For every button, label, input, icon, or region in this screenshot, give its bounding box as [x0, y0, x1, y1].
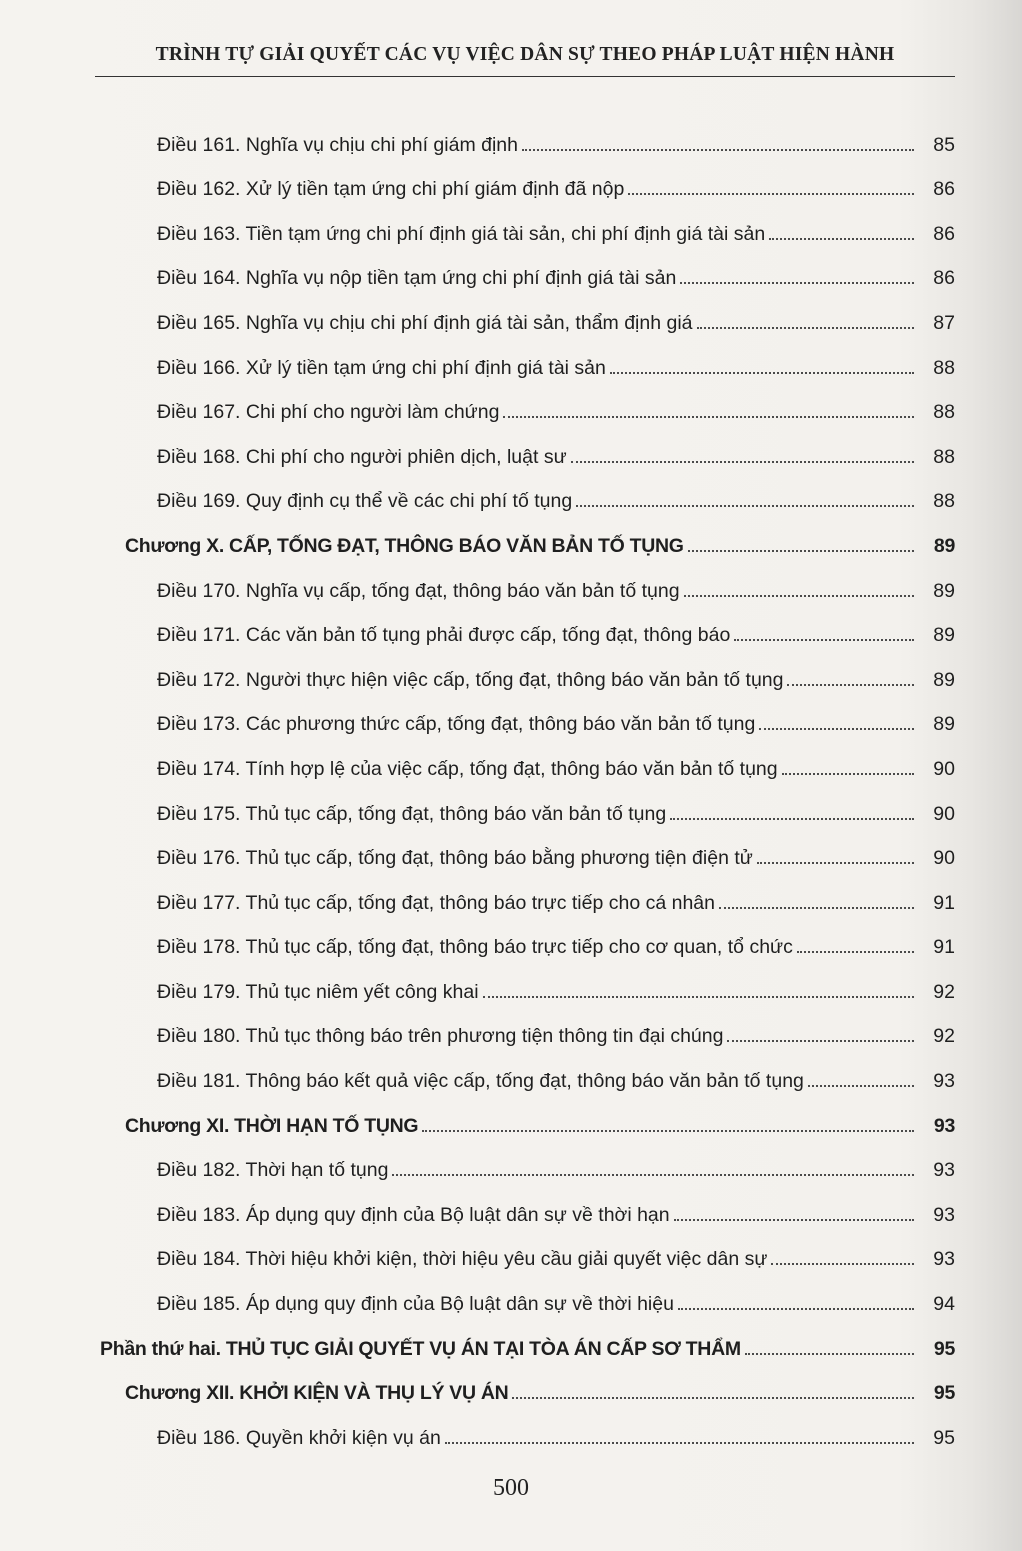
- toc-entry-article: [0, 1227, 1022, 1272]
- toc-entry-title: Điều 167. Chi phí cho người làm chứng: [157, 401, 500, 424]
- toc-entry-page: 95: [933, 1337, 955, 1360]
- toc-entry-title: Điều 174. Tính hợp lệ của việc cấp, tống đạt, thông báo văn bản tố tụng: [157, 757, 778, 780]
- dot-leader-area: [688, 526, 920, 558]
- dot-leader: [769, 214, 914, 240]
- toc-entry-article: [0, 647, 1022, 692]
- dot-leader-area: [512, 1373, 920, 1405]
- toc-entry-page: 89: [933, 579, 955, 602]
- dot-leader: [808, 1061, 914, 1087]
- dot-leader: [782, 749, 914, 775]
- toc-entry-title: Điều 166. Xử lý tiền tạm ứng chi phí định giá tài sản: [157, 356, 606, 379]
- header-rule: [95, 76, 955, 77]
- dot-leader: [771, 1239, 914, 1265]
- toc-entry-page: 85: [933, 133, 955, 156]
- dot-leader: [727, 1016, 914, 1042]
- toc-entry-title: Điều 169. Quy định cụ thể về các chi phí tố tụng: [157, 490, 573, 513]
- toc-entry-article: [0, 335, 1022, 380]
- toc-entry-page: 92: [933, 980, 955, 1003]
- toc-entry-chapter: [0, 1093, 1022, 1138]
- dot-leader: [719, 883, 914, 909]
- dot-leader-area: [797, 927, 920, 959]
- toc-entry-page: 87: [933, 311, 955, 334]
- toc-entry-page: 86: [933, 267, 955, 290]
- dot-leader-area: [745, 1329, 920, 1361]
- toc-entry-article: [0, 246, 1022, 291]
- toc-entry-title: Chương X. CẤP, TỐNG ĐẠT, THÔNG BÁO VĂN BẢN TỐ TỤNG: [125, 534, 684, 557]
- dot-leader-area: [522, 125, 920, 157]
- toc-entry-title: Điều 173. Các phương thức cấp, tống đạt, thông báo văn bản tố tụng: [157, 713, 756, 736]
- toc-entry-title: Điều 179. Thủ tục niêm yết công khai: [157, 980, 479, 1003]
- dot-leader: [678, 1284, 914, 1310]
- dot-leader: [688, 526, 914, 552]
- dot-leader: [670, 794, 914, 820]
- dot-leader-area: [727, 1016, 920, 1048]
- toc-entry-article: [0, 290, 1022, 335]
- toc-entry-title: Điều 164. Nghĩa vụ nộp tiền tạm ứng chi phí định giá tài sản: [157, 267, 677, 290]
- dot-leader-area: [769, 214, 920, 246]
- toc-entry-article: [0, 1271, 1022, 1316]
- toc-entry-title: Chương XII. KHỞI KIỆN VÀ THỤ LÝ VỤ ÁN: [125, 1382, 509, 1405]
- toc-entry-page: 93: [933, 1248, 955, 1271]
- toc-entry-article: [0, 959, 1022, 1004]
- dot-leader: [787, 660, 914, 686]
- toc-entry-article: [0, 870, 1022, 915]
- toc-entry-page: 93: [933, 1070, 955, 1093]
- toc-entry-article: [0, 692, 1022, 737]
- toc-entry-page: 90: [933, 802, 955, 825]
- dot-leader-area: [697, 303, 920, 335]
- dot-leader-area: [445, 1418, 920, 1450]
- toc-entry-title: Điều 185. Áp dụng quy định của Bộ luật dân sự về thời hiệu: [157, 1293, 674, 1316]
- toc-entry-title: Điều 165. Nghĩa vụ chịu chi phí định giá tài sản, thẩm định giá: [157, 311, 693, 334]
- toc-entry-article: [0, 112, 1022, 157]
- toc-entry-page: 89: [933, 668, 955, 691]
- toc-entry-page: 89: [933, 713, 955, 736]
- dot-leader-area: [678, 1284, 920, 1316]
- toc-entry-page: 91: [933, 936, 955, 959]
- dot-leader: [512, 1373, 914, 1399]
- dot-leader-area: [628, 169, 920, 201]
- dot-leader-area: [808, 1061, 920, 1093]
- dot-leader: [576, 481, 914, 507]
- dot-leader: [684, 571, 914, 597]
- dot-leader-area: [757, 838, 920, 870]
- dot-leader-area: [571, 437, 920, 469]
- toc-entry-article: [0, 1048, 1022, 1093]
- table-of-contents: [0, 112, 1022, 1450]
- dot-leader: [674, 1195, 914, 1221]
- toc-entry-page: 89: [933, 534, 955, 557]
- toc-entry-page: 91: [933, 891, 955, 914]
- toc-entry-page: 95: [933, 1426, 955, 1449]
- toc-entry-page: 90: [933, 847, 955, 870]
- toc-entry-article: [0, 603, 1022, 648]
- toc-entry-page: 94: [933, 1293, 955, 1316]
- toc-entry-chapter: [0, 513, 1022, 558]
- toc-entry-part: [0, 1316, 1022, 1361]
- toc-entry-page: 88: [933, 401, 955, 424]
- toc-entry-article: [0, 201, 1022, 246]
- toc-entry-title: Điều 172. Người thực hiện việc cấp, tống đạt, thông báo văn bản tố tụng: [157, 668, 784, 691]
- toc-entry-title: Điều 168. Chi phí cho người phiên dịch, luật sư: [157, 445, 567, 468]
- running-head: TRÌNH TỰ GIẢI QUYẾT CÁC VỤ VIỆC DÂN SỰ THEO PHÁP LUẬT HIỆN HÀNH: [155, 44, 895, 65]
- toc-entry-page: 88: [933, 445, 955, 468]
- toc-entry-article: [0, 1405, 1022, 1450]
- toc-entry-page: 88: [933, 490, 955, 513]
- dot-leader: [680, 258, 914, 284]
- dot-leader: [483, 972, 914, 998]
- toc-entry-page: 95: [933, 1382, 955, 1405]
- dot-leader: [571, 437, 914, 463]
- toc-entry-title: Điều 180. Thủ tục thông báo trên phương tiện thông tin đại chúng: [157, 1025, 724, 1048]
- toc-entry-title: Điều 182. Thời hạn tố tụng: [157, 1159, 389, 1182]
- toc-entry-title: Phần thứ hai. THỦ TỤC GIẢI QUYẾT VỤ ÁN TẠI TÒA ÁN CẤP SƠ THẨM: [100, 1337, 741, 1360]
- dot-leader-area: [680, 258, 920, 290]
- toc-entry-page: 88: [933, 356, 955, 379]
- toc-entry-title: Điều 177. Thủ tục cấp, tống đạt, thông báo trực tiếp cho cá nhân: [157, 891, 715, 914]
- toc-entry-page: 93: [933, 1114, 955, 1137]
- dot-leader: [759, 704, 914, 730]
- toc-entry-title: Điều 181. Thông báo kết quả việc cấp, tống đạt, thông báo văn bản tố tụng: [157, 1070, 804, 1093]
- dot-leader-area: [771, 1239, 920, 1271]
- dot-leader: [610, 348, 914, 374]
- dot-leader-area: [610, 348, 920, 380]
- toc-entry-article: [0, 1004, 1022, 1049]
- dot-leader-area: [674, 1195, 920, 1227]
- toc-entry-article: [0, 469, 1022, 514]
- dot-leader-area: [787, 660, 920, 692]
- toc-entry-article: [0, 1182, 1022, 1227]
- dot-leader: [797, 927, 914, 953]
- dot-leader-area: [684, 571, 920, 603]
- toc-entry-page: 89: [933, 624, 955, 647]
- dot-leader-area: [719, 883, 920, 915]
- toc-entry-title: Điều 162. Xử lý tiền tạm ứng chi phí giám định đã nộp: [157, 178, 625, 201]
- toc-entry-title: Điều 183. Áp dụng quy định của Bộ luật dân sự về thời hạn: [157, 1203, 670, 1226]
- dot-leader-area: [576, 481, 920, 513]
- toc-entry-title: Điều 176. Thủ tục cấp, tống đạt, thông báo bằng phương tiện điện tử: [157, 847, 753, 870]
- toc-entry-article: [0, 736, 1022, 781]
- toc-entry-page: 92: [933, 1025, 955, 1048]
- toc-entry-article: [0, 558, 1022, 603]
- toc-entry-chapter: [0, 1361, 1022, 1406]
- toc-entry-page: 86: [933, 222, 955, 245]
- dot-leader-area: [782, 749, 920, 781]
- dot-leader: [745, 1329, 914, 1355]
- toc-entry-page: 90: [933, 757, 955, 780]
- dot-leader-area: [670, 794, 920, 826]
- toc-entry-title: Điều 178. Thủ tục cấp, tống đạt, thông báo trực tiếp cho cơ quan, tổ chức: [157, 936, 793, 959]
- toc-entry-article: [0, 781, 1022, 826]
- toc-entry-title: Điều 171. Các văn bản tố tụng phải được cấp, tống đạt, thông báo: [157, 624, 731, 647]
- dot-leader: [422, 1106, 914, 1132]
- toc-entry-title: Điều 184. Thời hiệu khởi kiện, thời hiệu yêu cầu giải quyết việc dân sự: [157, 1248, 768, 1271]
- toc-entry-page: 86: [933, 178, 955, 201]
- dot-leader-area: [759, 704, 920, 736]
- dot-leader: [392, 1150, 914, 1176]
- dot-leader: [757, 838, 914, 864]
- page-number: 500: [493, 1475, 529, 1501]
- dot-leader-area: [483, 972, 920, 1004]
- dot-leader: [628, 169, 914, 195]
- toc-entry-title: Điều 170. Nghĩa vụ cấp, tống đạt, thông báo văn bản tố tụng: [157, 579, 680, 602]
- dot-leader: [522, 125, 914, 151]
- toc-entry-title: Điều 161. Nghĩa vụ chịu chi phí giám định: [157, 133, 518, 156]
- dot-leader: [503, 392, 914, 418]
- toc-entry-page: 93: [933, 1159, 955, 1182]
- dot-leader: [445, 1418, 914, 1444]
- toc-entry-article: [0, 424, 1022, 469]
- toc-entry-article: [0, 157, 1022, 202]
- toc-entry-title: Chương XI. THỜI HẠN TỐ TỤNG: [125, 1114, 419, 1137]
- dot-leader-area: [422, 1106, 920, 1138]
- dot-leader-area: [392, 1150, 920, 1182]
- dot-leader: [734, 615, 914, 641]
- toc-entry-title: Điều 186. Quyền khởi kiện vụ án: [157, 1426, 441, 1449]
- toc-entry-article: [0, 1138, 1022, 1183]
- dot-leader-area: [503, 392, 920, 424]
- toc-entry-title: Điều 175. Thủ tục cấp, tống đạt, thông báo văn bản tố tụng: [157, 802, 667, 825]
- toc-entry-article: [0, 915, 1022, 960]
- toc-entry-page: 93: [933, 1203, 955, 1226]
- toc-entry-title: Điều 163. Tiền tạm ứng chi phí định giá tài sản, chi phí định giá tài sản: [157, 222, 766, 245]
- toc-entry-article: [0, 380, 1022, 425]
- dot-leader-area: [734, 615, 920, 647]
- toc-entry-article: [0, 826, 1022, 871]
- dot-leader: [697, 303, 914, 329]
